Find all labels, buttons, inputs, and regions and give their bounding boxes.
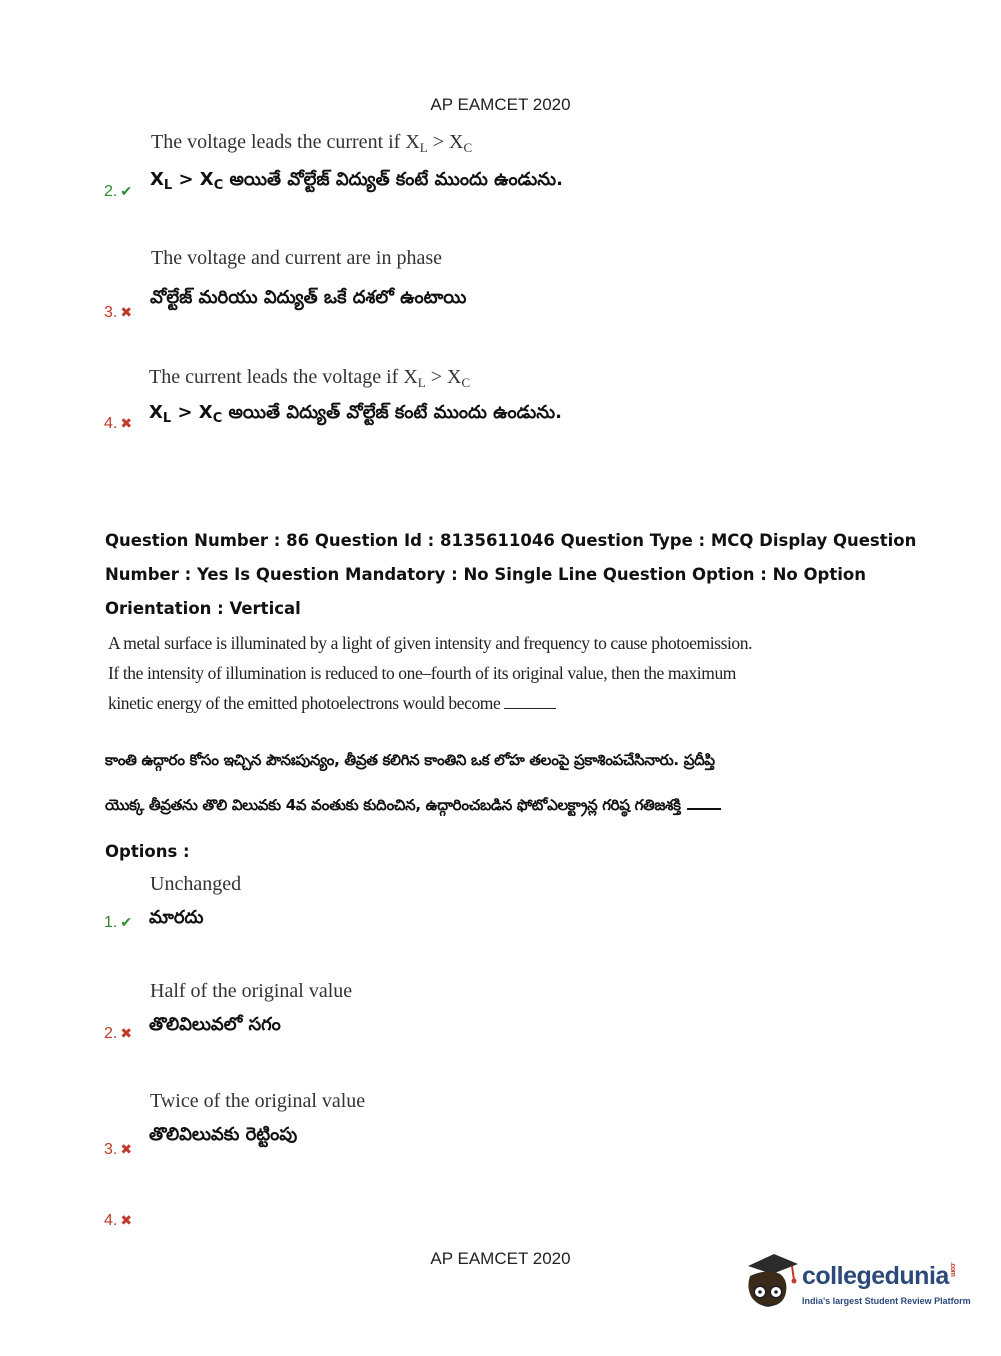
cross-icon: ✖	[120, 1025, 133, 1041]
prev-option-2-number	[104, 183, 132, 201]
option-2-telugu: తొలివిలువలో సగం	[149, 1014, 281, 1035]
question-meta-line-2: Number : Yes Is Question Mandatory : No Single Line Question Option : No Option	[105, 565, 866, 584]
prev-option-4-number	[104, 415, 132, 433]
question-telugu-line-2-text: యొక్క తీవ్రతను తొలి విలువకు 4వ వంతుకు కుదించిన, ఉద్గారించబడిన ఫోటోఎలక్ట్రాన్ల గరిష్ఠ గతిజశక్తి	[105, 796, 681, 814]
option-number: 2.	[104, 1025, 118, 1042]
te-x: X	[149, 402, 163, 423]
option-4-number	[104, 1212, 132, 1230]
cross-icon: ✖	[120, 304, 133, 320]
te-x: X	[150, 169, 164, 190]
logo-name: collegedunia	[802, 1262, 949, 1290]
page-header-title: AP EAMCET 2020	[430, 95, 571, 114]
subscript-l: L	[163, 178, 173, 193]
mascot-icon	[740, 1248, 800, 1318]
subscript-l: L	[417, 375, 426, 390]
option-number: 1.	[104, 914, 118, 931]
option-2-number	[104, 1025, 132, 1043]
option-1-number	[104, 914, 132, 932]
gt-xc: > X	[425, 366, 462, 388]
subscript-c: C	[212, 411, 223, 426]
prev-option-4-en-text: The current leads the voltage if X	[149, 366, 418, 388]
logo-tagline: India's largest Student Review Platform	[802, 1296, 971, 1306]
te-gt: > X	[172, 169, 214, 190]
prev-option-3-number	[104, 304, 132, 322]
question-english-line-1: A metal surface is illuminated by a light of given intensity and frequency to cause photoemission.	[108, 633, 753, 653]
subscript-c: C	[213, 178, 224, 193]
prev-option-3-telugu: వోల్టేజ్ మరియు విద్యుత్ ఒకే దశలో ఉంటాయి	[150, 287, 467, 308]
option-3-english: Twice of the original value	[150, 1090, 366, 1112]
question-english-line-2: If the intensity of illumination is reduced to one–fourth of its original value, then the maximum	[108, 663, 737, 683]
prev-option-2-english	[151, 131, 472, 156]
subscript-l: L	[419, 140, 428, 155]
option-number: 4.	[104, 415, 118, 432]
option-1-english: Unchanged	[150, 873, 242, 895]
question-english-line-3-text: kinetic energy of the emitted photoelectrons would become	[108, 693, 501, 713]
answer-blank	[504, 707, 556, 709]
collegedunia-logo	[740, 1248, 970, 1318]
option-number: 4.	[104, 1212, 118, 1229]
option-number: 3.	[104, 1141, 118, 1158]
subscript-c: C	[463, 140, 473, 155]
logo-suffix: .com	[948, 1262, 956, 1277]
answer-blank	[687, 807, 721, 810]
subscript-c: C	[461, 375, 471, 390]
te-gt: > X	[171, 402, 213, 423]
question-telugu-line-1: కాంతి ఉద్గారం కోసం ఇచ్చిన పౌనఃపున్యం, తీవ్రత కలిగిన కాంతిని ఒక లోహ తలంపై ప్రకాశింపచేసినారు. ప్రదీప్తి	[105, 751, 715, 769]
prev-option-2-telugu	[150, 169, 563, 194]
option-3-telugu: తొలివిలువకు రెట్టింపు	[149, 1124, 298, 1145]
logo-wordmark	[802, 1262, 956, 1291]
prev-option-2-en-text: The voltage leads the current if X	[151, 131, 420, 153]
check-icon: ✔	[120, 183, 133, 199]
cross-icon: ✖	[120, 1141, 133, 1157]
subscript-l: L	[162, 411, 172, 426]
options-label: Options :	[105, 842, 190, 861]
page-footer-title: AP EAMCET 2020	[430, 1249, 571, 1268]
question-telugu-line-2	[105, 796, 721, 818]
cross-icon: ✖	[120, 415, 133, 431]
te-rest: అయితే వోల్టేజ్ విద్యుత్ కంటే ముందు ఉండును.	[223, 169, 563, 190]
te-rest: అయితే విద్యుత్ వోల్టేజ్ కంటే ముందు ఉండును.	[222, 402, 562, 423]
question-meta-line-3: Orientation : Vertical	[105, 599, 301, 618]
prev-option-3-english: The voltage and current are in phase	[151, 247, 442, 269]
gt-xc: > X	[427, 131, 464, 153]
cross-icon: ✖	[120, 1212, 133, 1228]
option-number: 2.	[104, 183, 118, 200]
question-english-line-3	[108, 693, 556, 714]
prev-option-4-telugu	[149, 402, 562, 427]
question-meta-line-1: Question Number : 86 Question Id : 8135611046 Question Type : MCQ Display Question	[105, 531, 917, 550]
option-1-telugu: మారదు	[149, 907, 204, 928]
option-2-english: Half of the original value	[150, 980, 353, 1002]
check-icon: ✔	[120, 914, 133, 930]
option-number: 3.	[104, 304, 118, 321]
option-3-number	[104, 1141, 132, 1159]
prev-option-4-english	[149, 366, 470, 391]
